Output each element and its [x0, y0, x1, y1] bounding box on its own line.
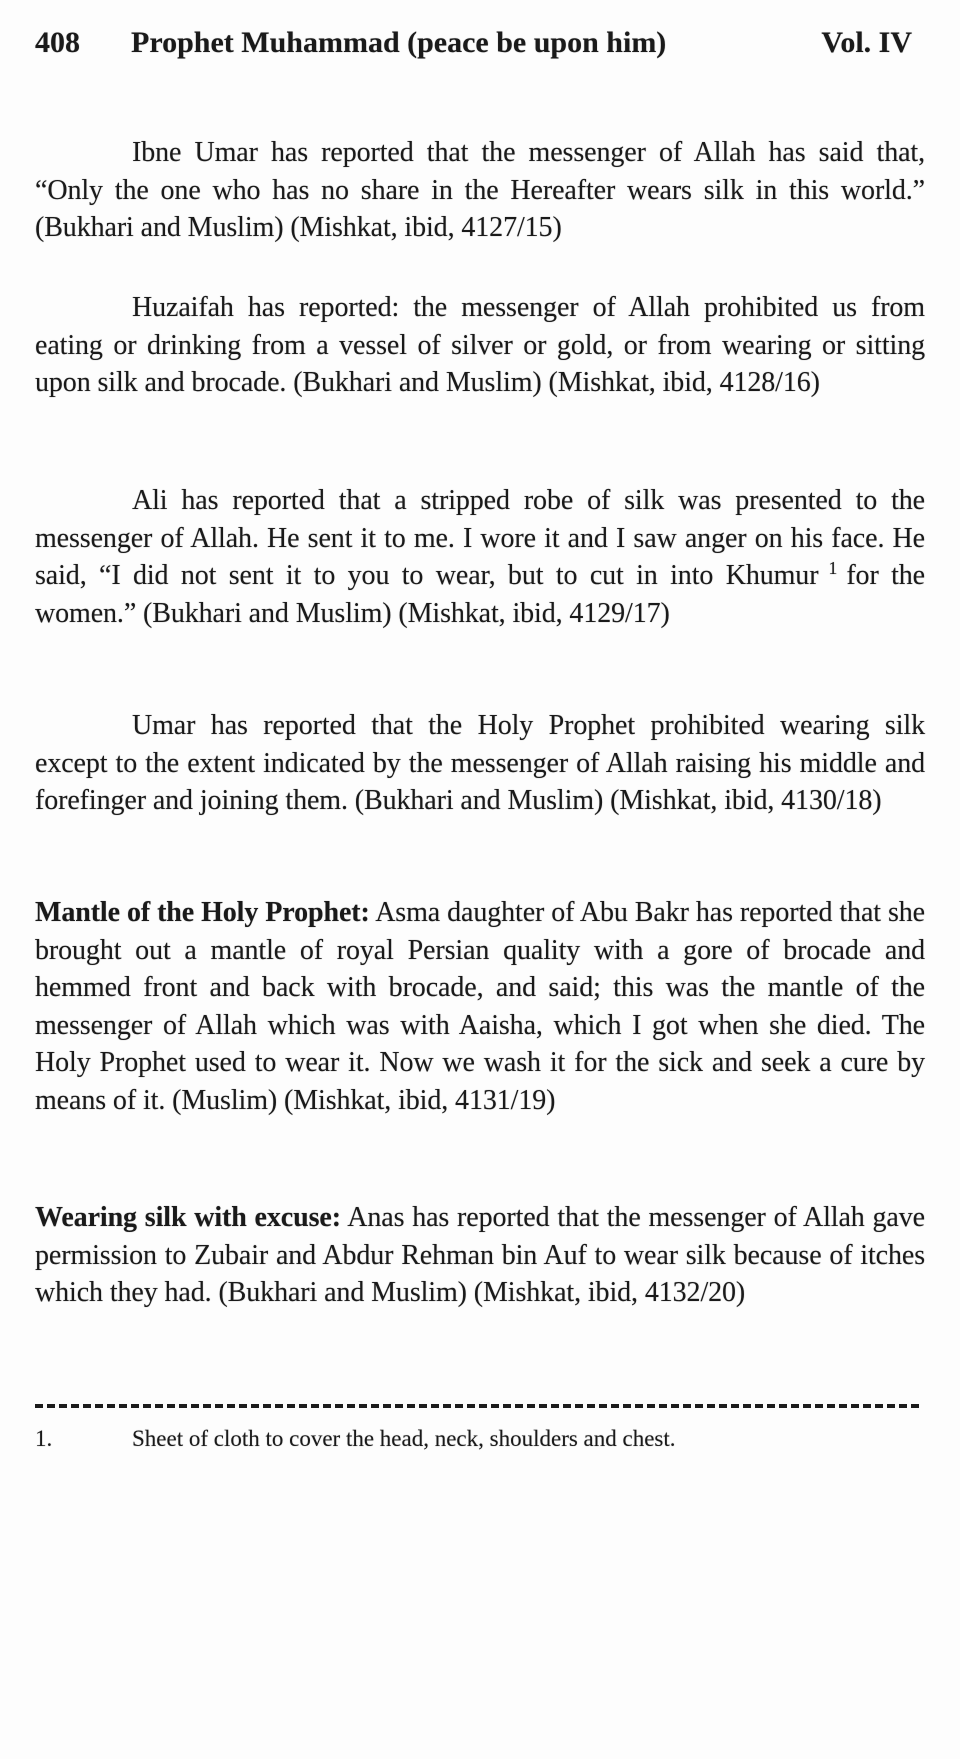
- footnote: [35, 1424, 925, 1454]
- footnote-divider: [35, 1404, 922, 1408]
- section-lead-mantle: Mantle of the Holy Prophet:: [35, 897, 370, 928]
- footnote-ref-1: 1: [828, 558, 838, 578]
- paragraph-text: for the women.” (Bukhari and Muslim) (Mishkat, ibid, 4129/17): [35, 560, 925, 629]
- volume-label: Vol. IV: [821, 26, 912, 59]
- paragraph-hadith-4129: [35, 482, 925, 632]
- paragraph-hadith-4130: Umar has reported that the Holy Prophet prohibited wearing silk except to the extent indicated by the messenger of Allah raising his middle and forefinger and joining them. (Bukhari and Muslim) (Mishkat, ibid, 4130/18): [35, 710, 925, 816]
- footnote-text: Sheet of cloth to cover the head, neck, shoulders and chest.: [132, 1426, 676, 1451]
- paragraph-mantle-of-the-holy-prophet: [35, 894, 925, 1119]
- paragraph-hadith-4128: Huzaifah has reported: the messenger of Allah prohibited us from eating or drinking from a vessel of silver or gold, or from wearing or sitting upon silk and brocade. (Bukhari and Muslim) (Mishkat, ibid, 4128/16): [35, 292, 925, 398]
- paragraph-hadith-4127: Ibne Umar has reported that the messenger of Allah has said that, “Only the one who has no share in the Hereafter wears silk in this world.” (Bukhari and Muslim) (Mishkat, ibid, 4127/15): [35, 137, 925, 243]
- paragraph-text: Asma daughter of Abu Bakr has reported that she brought out a mantle of royal Persian quality with a gore of brocade and hemmed front and back with brocade, and said; this was the mantle of the messenger of Allah which was with Aaisha, which I got when she died. The Holy Prophet used to wear it. Now we wash it for the sick and seek a cure by means of it. (Muslim) (Mishkat, ibid, 4131/19): [35, 897, 925, 1116]
- footnote-number: 1.: [35, 1426, 53, 1451]
- page-number: 408: [35, 26, 80, 59]
- running-title: Prophet Muhammad (peace be upon him): [131, 26, 667, 59]
- paragraph-wearing-silk-with-excuse: [35, 1199, 925, 1312]
- paragraph-text: Ali has reported that a stripped robe of silk was presented to the messenger of Allah. He sent it to me. I wore it and I saw anger on his face. He said, “I did not sent it to you to wear, but to cut in into Khumur: [35, 485, 925, 591]
- section-lead-wearing-silk: Wearing silk with excuse:: [35, 1202, 341, 1233]
- paragraph-text: Anas has reported that the messenger of Allah gave permission to Zubair and Abdur Rehman bin Auf to wear silk because of itches which they had. (Bukhari and Muslim) (Mishkat, ibid, 4132/20): [35, 1202, 925, 1308]
- page-header: [35, 26, 912, 60]
